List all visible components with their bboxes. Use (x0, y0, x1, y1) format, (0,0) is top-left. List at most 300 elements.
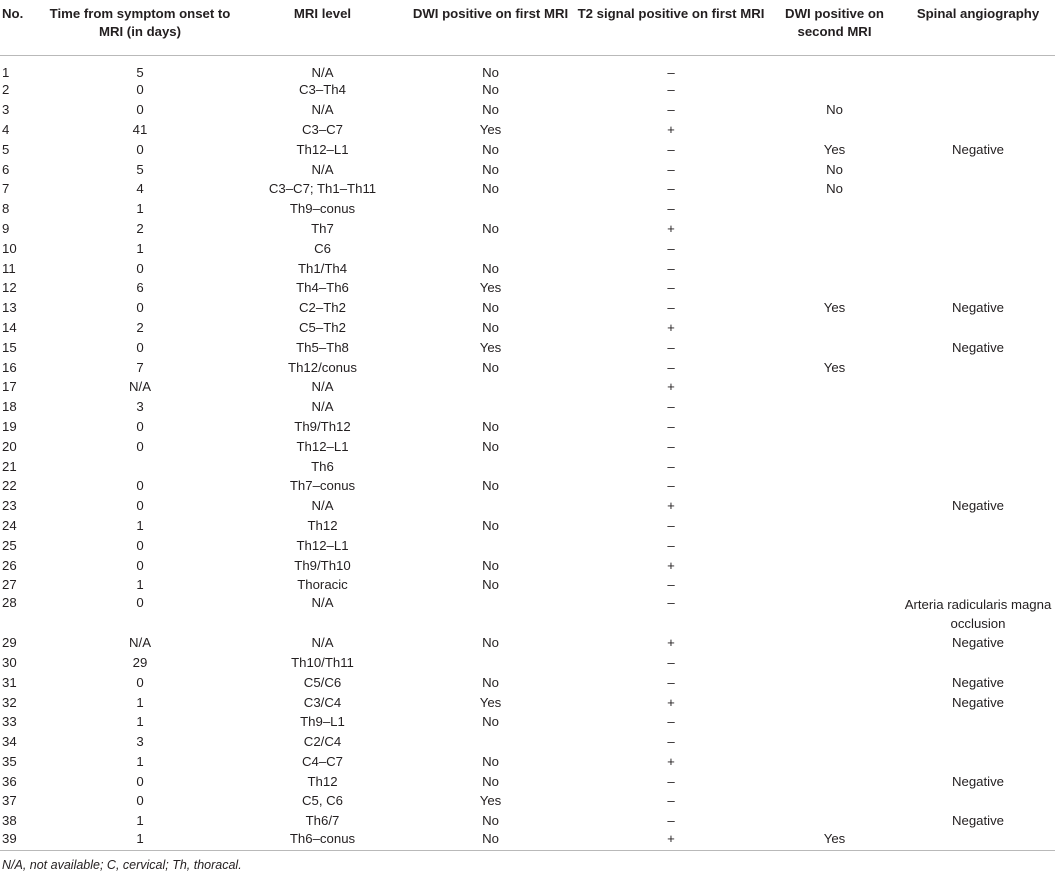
cell-time-to-mri: 1 (136, 714, 144, 730)
cell-time-to-mri: 1 (136, 831, 144, 847)
column-header-mri-level: MRI level (238, 0, 407, 55)
cell-mri-level: Th7–conus (289, 478, 356, 494)
table-row (0, 55, 1055, 81)
cell-angiography (901, 100, 1055, 120)
cell-no: 8 (2, 201, 10, 217)
cell-mri-level: N/A (311, 161, 334, 177)
cell-dwi-first: No (482, 557, 499, 573)
cell-dwi-first: No (482, 773, 499, 789)
cell-dwi-first (407, 653, 574, 673)
cell-dwi-second (768, 772, 901, 792)
cell-dwi-first: No (482, 438, 499, 454)
table-row (0, 298, 1055, 318)
cell-mri-level: Th12 (307, 517, 338, 533)
cell-dwi-first: No (482, 64, 499, 80)
cell-dwi-first: No (482, 141, 499, 157)
cell-angiography (901, 575, 1055, 595)
table-row (0, 81, 1055, 101)
cell-dwi-first: No (482, 813, 499, 829)
cell-mri-level: Th9–L1 (300, 714, 345, 730)
cell-dwi-first: No (482, 714, 499, 730)
cell-no: 34 (2, 734, 17, 750)
cell-dwi-second (768, 318, 901, 338)
cell-dwi-second (768, 278, 901, 298)
cell-t2-first: + (667, 694, 675, 710)
cell-angiography (901, 259, 1055, 279)
cell-dwi-second: Yes (823, 141, 846, 157)
table-row (0, 536, 1055, 556)
cell-t2-first: – (667, 300, 675, 316)
cell-t2-first: + (667, 831, 675, 847)
table-row (0, 358, 1055, 378)
cell-dwi-second (768, 693, 901, 713)
cell-no: 35 (2, 753, 17, 769)
cell-t2-first: – (667, 793, 675, 809)
cell-t2-first: – (667, 102, 675, 118)
table-row (0, 140, 1055, 160)
cell-dwi-first (407, 199, 574, 219)
cell-mri-level: Thoracic (297, 577, 348, 593)
cell-t2-first: – (667, 260, 675, 276)
cell-dwi-first: Yes (479, 793, 502, 809)
cell-mri-level: Th1/Th4 (297, 260, 348, 276)
cell-time-to-mri: 41 (132, 121, 148, 137)
table-row (0, 259, 1055, 279)
cell-no: 22 (2, 478, 17, 494)
cell-angiography (901, 516, 1055, 536)
cell-time-to-mri: 0 (136, 537, 144, 553)
column-header-dwi-second: DWI positive on second MRI (768, 0, 901, 55)
table-row (0, 752, 1055, 772)
cell-dwi-first: No (482, 82, 499, 98)
cell-dwi-first: No (482, 418, 499, 434)
cell-mri-level: C3–Th4 (299, 82, 346, 98)
cell-dwi-second (768, 811, 901, 831)
table-row (0, 377, 1055, 397)
cell-no: 12 (2, 280, 17, 296)
cell-t2-first: – (667, 734, 675, 750)
cell-dwi-second: Yes (823, 300, 846, 316)
cell-dwi-first (407, 377, 574, 397)
cell-dwi-second (768, 81, 901, 101)
cell-t2-first: – (667, 674, 675, 690)
cell-time-to-mri: 5 (136, 161, 144, 177)
cell-no: 4 (2, 121, 10, 137)
cell-mri-level: N/A (311, 595, 334, 611)
cell-no: 18 (2, 399, 17, 415)
cell-time-to-mri: 1 (136, 753, 144, 769)
cell-angiography (901, 831, 1055, 851)
cell-no: 39 (2, 831, 17, 847)
cell-time-to-mri: 0 (136, 498, 144, 514)
cell-t2-first: – (667, 82, 675, 98)
cell-t2-first: – (667, 339, 675, 355)
cell-angiography (901, 752, 1055, 772)
table-row (0, 772, 1055, 792)
cell-t2-first: + (667, 557, 675, 573)
cell-t2-first: – (667, 773, 675, 789)
cell-t2-first: – (667, 418, 675, 434)
table-row (0, 338, 1055, 358)
cell-time-to-mri: 1 (136, 577, 144, 593)
cell-dwi-second: Yes (823, 359, 846, 375)
cell-dwi-second (768, 55, 901, 81)
cell-dwi-second (768, 732, 901, 752)
table-row (0, 516, 1055, 536)
cell-angiography: Negative (951, 674, 1005, 690)
cell-angiography (901, 120, 1055, 140)
cell-mri-level: Th6 (311, 458, 334, 474)
cell-no: 14 (2, 319, 17, 335)
cell-no: 28 (2, 595, 17, 611)
cell-angiography (901, 397, 1055, 417)
cell-mri-level: Th9–conus (289, 201, 356, 217)
cell-mri-level: Th12–L1 (296, 537, 349, 553)
cell-dwi-second (768, 712, 901, 732)
column-header-time-to-mri: Time from symptom onset to MRI (in days) (42, 0, 238, 55)
cell-angiography (901, 712, 1055, 732)
cell-dwi-second (768, 575, 901, 595)
cell-t2-first: – (667, 577, 675, 593)
column-header-dwi-first: DWI positive on first MRI (407, 0, 574, 55)
cell-time-to-mri: 6 (136, 280, 144, 296)
cell-mri-level: C3/C4 (303, 694, 342, 710)
cell-dwi-first: Yes (479, 339, 502, 355)
table-row (0, 633, 1055, 653)
cell-no: 38 (2, 813, 17, 829)
cell-no: 32 (2, 694, 17, 710)
table-row (0, 318, 1055, 338)
cell-time-to-mri (42, 457, 238, 477)
cell-no: 3 (2, 102, 10, 118)
cell-t2-first: – (667, 240, 675, 256)
cell-t2-first: + (667, 635, 675, 651)
cell-dwi-second (768, 199, 901, 219)
cell-no: 24 (2, 517, 17, 533)
cell-time-to-mri: 1 (136, 813, 144, 829)
cell-time-to-mri: 1 (136, 517, 144, 533)
cell-dwi-first: No (482, 635, 499, 651)
cell-no: 17 (2, 379, 17, 395)
cell-angiography (901, 437, 1055, 457)
cell-mri-level: Th7 (311, 220, 334, 236)
cell-time-to-mri: N/A (129, 379, 151, 395)
cell-dwi-second (768, 457, 901, 477)
cell-angiography (901, 792, 1055, 812)
cell-no: 36 (2, 773, 17, 789)
cell-angiography (901, 318, 1055, 338)
cell-mri-level: C2–Th2 (299, 300, 346, 316)
cell-angiography: Negative (951, 498, 1005, 514)
cell-mri-level: Th4–Th6 (296, 280, 349, 296)
cell-t2-first: – (667, 359, 675, 375)
table-row (0, 476, 1055, 496)
cell-dwi-second: No (826, 102, 843, 118)
table-row (0, 239, 1055, 259)
cell-dwi-first: No (482, 220, 499, 236)
table-row (0, 437, 1055, 457)
cell-t2-first: – (667, 478, 675, 494)
cell-no: 2 (2, 82, 10, 98)
cell-time-to-mri: 0 (136, 260, 144, 276)
cell-t2-first: – (667, 399, 675, 415)
cell-time-to-mri: 0 (136, 773, 144, 789)
cell-dwi-second (768, 377, 901, 397)
cell-mri-level: Th10/Th11 (291, 654, 354, 670)
cell-mri-level: C6 (314, 240, 331, 256)
cell-dwi-first: No (482, 478, 499, 494)
cell-mri-level: N/A (311, 399, 334, 415)
table-row (0, 575, 1055, 595)
cell-t2-first: + (667, 319, 675, 335)
cell-mri-level: N/A (311, 379, 334, 395)
cell-no: 19 (2, 418, 17, 434)
cell-angiography (901, 377, 1055, 397)
cell-time-to-mri: 1 (136, 694, 144, 710)
cell-no: 30 (2, 654, 17, 670)
column-header-no: No. (0, 0, 42, 55)
cell-no: 33 (2, 714, 17, 730)
cell-dwi-first: No (482, 300, 499, 316)
cell-dwi-first (407, 397, 574, 417)
table-body (0, 55, 1055, 851)
cell-no: 27 (2, 577, 17, 593)
cell-mri-level: Th12–L1 (296, 141, 349, 157)
cell-time-to-mri: 2 (136, 319, 144, 335)
cell-angiography (901, 476, 1055, 496)
cell-angiography (901, 219, 1055, 239)
cell-dwi-first: No (482, 753, 499, 769)
cell-time-to-mri: 0 (136, 141, 144, 157)
table-row (0, 199, 1055, 219)
table-row (0, 160, 1055, 180)
cell-dwi-first (407, 239, 574, 259)
cell-dwi-first: No (482, 517, 499, 533)
cell-angiography (901, 556, 1055, 576)
cell-time-to-mri: 7 (136, 359, 144, 375)
cell-mri-level: Th9/Th12 (294, 418, 351, 434)
cell-mri-level: N/A (311, 498, 334, 514)
cell-t2-first: – (667, 517, 675, 533)
cell-angiography (901, 179, 1055, 199)
cell-t2-first: – (667, 64, 675, 80)
cell-no: 5 (2, 141, 10, 157)
cell-t2-first: – (667, 181, 675, 197)
cell-mri-level: Th12/conus (288, 359, 357, 375)
cell-time-to-mri: 3 (136, 399, 144, 415)
table-row (0, 120, 1055, 140)
cell-dwi-first (407, 496, 574, 516)
cell-dwi-second (768, 338, 901, 358)
cell-angiography (901, 160, 1055, 180)
cell-angiography (901, 239, 1055, 259)
cell-t2-first: + (667, 498, 675, 514)
cell-t2-first: – (667, 161, 675, 177)
cell-t2-first: + (667, 121, 675, 137)
cell-dwi-second (768, 673, 901, 693)
cell-t2-first: – (667, 714, 675, 730)
cell-dwi-first: No (482, 319, 499, 335)
cell-dwi-second: Yes (823, 831, 846, 847)
cell-dwi-first: Yes (479, 694, 502, 710)
cell-angiography (901, 278, 1055, 298)
cell-time-to-mri: 29 (132, 654, 148, 670)
cell-t2-first: – (667, 595, 675, 611)
cell-dwi-second (768, 397, 901, 417)
cell-t2-first: – (667, 141, 675, 157)
cell-angiography (901, 358, 1055, 378)
cell-t2-first: – (667, 438, 675, 454)
cell-angiography: Negative (951, 300, 1005, 316)
cell-angiography (901, 653, 1055, 673)
cell-dwi-second (768, 516, 901, 536)
table-row (0, 100, 1055, 120)
cell-no: 6 (2, 161, 10, 177)
cell-no: 37 (2, 793, 17, 809)
cell-time-to-mri: 0 (136, 438, 144, 454)
table-row (0, 732, 1055, 752)
cell-no: 23 (2, 498, 17, 514)
cell-no: 21 (2, 458, 17, 474)
cell-mri-level: Th12 (307, 773, 338, 789)
cell-angiography: Negative (951, 694, 1005, 710)
cell-angiography (901, 732, 1055, 752)
cell-t2-first: – (667, 280, 675, 296)
table-header (0, 0, 1055, 55)
cell-dwi-second (768, 496, 901, 516)
cell-dwi-first: No (482, 831, 499, 847)
cell-time-to-mri: 0 (136, 102, 144, 118)
cell-mri-level: Th5–Th8 (296, 339, 349, 355)
cell-angiography: Negative (951, 635, 1005, 651)
cell-no: 20 (2, 438, 17, 454)
cell-dwi-second (768, 417, 901, 437)
table-row (0, 457, 1055, 477)
table-row (0, 179, 1055, 199)
cell-angiography (901, 55, 1055, 81)
column-header-angiography: Spinal angiography (901, 0, 1055, 55)
cell-mri-level: Th9/Th10 (294, 557, 351, 573)
cell-dwi-second (768, 239, 901, 259)
table-row (0, 712, 1055, 732)
cell-t2-first: + (667, 379, 675, 395)
cell-mri-level: C5–Th2 (299, 319, 346, 335)
cell-mri-level: C3–C7; Th1–Th11 (268, 181, 377, 197)
cell-time-to-mri: 5 (136, 64, 144, 80)
cell-no: 1 (2, 64, 10, 80)
cell-time-to-mri: N/A (129, 635, 151, 651)
cell-no: 11 (2, 260, 16, 276)
table-row (0, 417, 1055, 437)
cell-angiography (901, 81, 1055, 101)
cell-dwi-second (768, 595, 901, 633)
cell-dwi-second (768, 259, 901, 279)
cell-no: 10 (2, 240, 17, 256)
cell-time-to-mri: 0 (136, 557, 144, 573)
table-footnote: N/A, not available; C, cervical; Th, thoracal. (2, 858, 242, 873)
cell-time-to-mri: 0 (136, 418, 144, 434)
cell-no: 13 (2, 300, 17, 316)
table-row (0, 673, 1055, 693)
cell-dwi-first: No (482, 181, 499, 197)
cell-time-to-mri: 0 (136, 674, 144, 690)
cell-mri-level: Th6–conus (289, 831, 356, 847)
cell-t2-first: – (667, 654, 675, 670)
cell-dwi-first: No (482, 102, 499, 118)
cell-mri-level: C5/C6 (303, 674, 342, 690)
cell-angiography: Arteria radicularis magna occlusion (904, 597, 1052, 632)
cell-dwi-first: Yes (479, 121, 502, 137)
cell-time-to-mri: 0 (136, 478, 144, 494)
cell-dwi-second (768, 792, 901, 812)
cell-angiography: Negative (951, 773, 1005, 789)
cell-mri-level: Th12–L1 (296, 438, 349, 454)
cell-dwi-second (768, 476, 901, 496)
cell-dwi-first: No (482, 674, 499, 690)
cell-time-to-mri: 4 (136, 181, 144, 197)
cell-time-to-mri: 0 (136, 793, 144, 809)
cell-dwi-second (768, 653, 901, 673)
cell-t2-first: – (667, 458, 675, 474)
cell-mri-level: N/A (311, 635, 334, 651)
cell-time-to-mri: 0 (136, 339, 144, 355)
cell-dwi-second (768, 633, 901, 653)
cell-dwi-first: No (482, 161, 499, 177)
table-row (0, 693, 1055, 713)
cell-t2-first: + (667, 220, 675, 236)
cell-mri-level: C5, C6 (301, 793, 344, 809)
table-row (0, 831, 1055, 851)
cell-dwi-first: Yes (479, 280, 502, 296)
cell-dwi-second (768, 219, 901, 239)
cell-dwi-second (768, 536, 901, 556)
cell-no: 9 (2, 220, 10, 236)
cell-no: 31 (2, 674, 17, 690)
cell-angiography: Negative (951, 339, 1005, 355)
cell-mri-level: N/A (311, 102, 334, 118)
cell-time-to-mri: 0 (136, 595, 144, 611)
cell-angiography (901, 457, 1055, 477)
table-row (0, 792, 1055, 812)
cell-mri-level: Th6/7 (305, 813, 340, 829)
cell-dwi-second (768, 556, 901, 576)
cell-angiography: Negative (951, 141, 1005, 157)
cell-dwi-first: No (482, 359, 499, 375)
cell-dwi-second: No (826, 181, 843, 197)
table-row (0, 556, 1055, 576)
cell-dwi-second (768, 437, 901, 457)
cell-dwi-first (407, 457, 574, 477)
cell-time-to-mri: 0 (136, 82, 144, 98)
cell-t2-first: – (667, 537, 675, 553)
cell-no: 25 (2, 537, 17, 553)
cell-t2-first: + (667, 753, 675, 769)
cell-dwi-first: No (482, 260, 499, 276)
cell-time-to-mri: 1 (136, 201, 144, 217)
cell-no: 29 (2, 635, 17, 651)
cell-dwi-first (407, 536, 574, 556)
cell-mri-level: C2/C4 (303, 734, 342, 750)
table-row (0, 811, 1055, 831)
cell-dwi-first: No (482, 577, 499, 593)
cell-angiography (901, 199, 1055, 219)
cell-time-to-mri: 3 (136, 734, 144, 750)
header-row (0, 0, 1055, 55)
column-header-t2-first: T2 signal positive on first MRI (574, 0, 768, 55)
cell-t2-first: – (667, 813, 675, 829)
cell-no: 15 (2, 339, 17, 355)
cell-t2-first: – (667, 201, 675, 217)
